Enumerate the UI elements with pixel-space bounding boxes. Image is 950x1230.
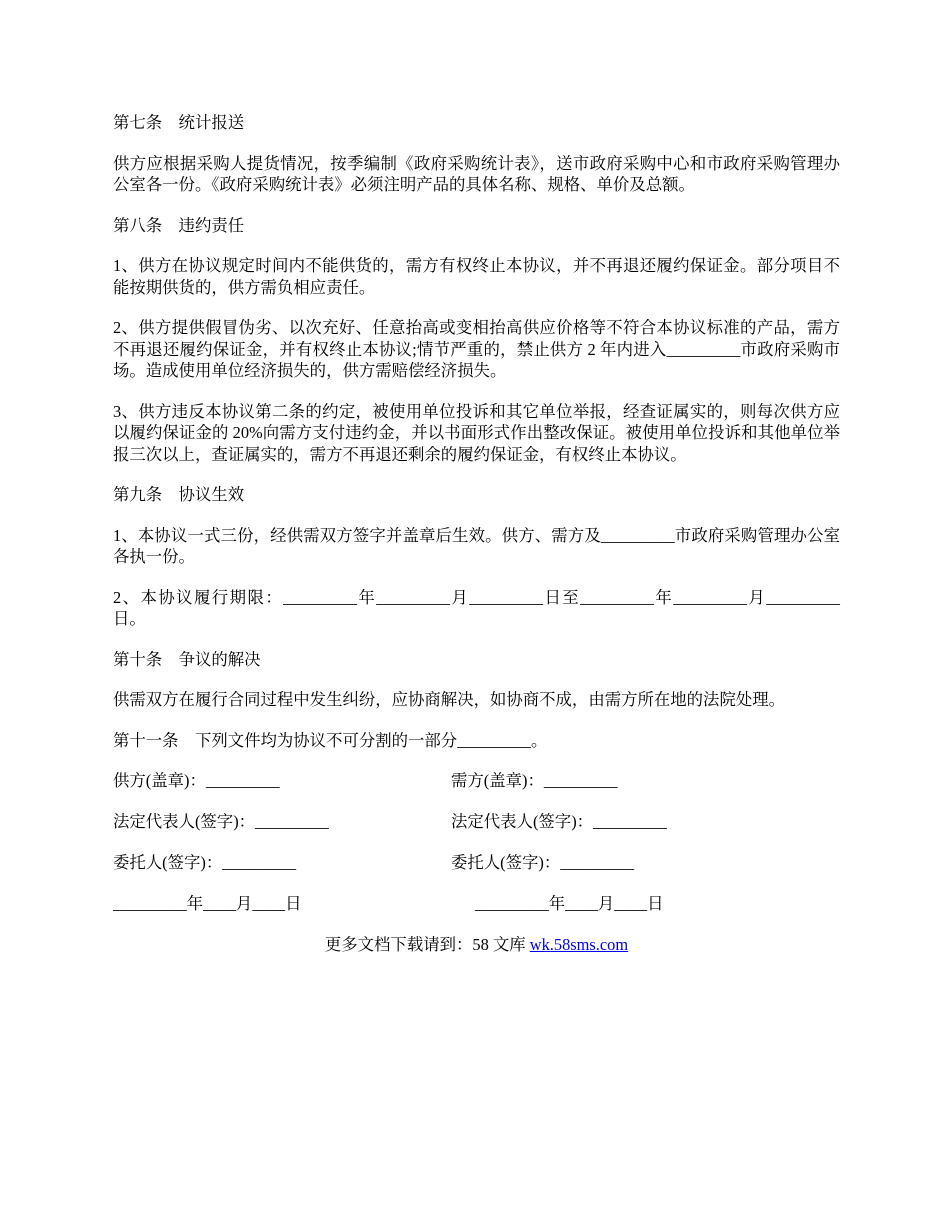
supplier-representative-line: 法定代表人(签字)：_________ [113,812,329,831]
buyer-agent-line: 委托人(签字)：_________ [451,853,635,872]
supplier-seal-line: 供方(盖章)：_________ [113,771,280,790]
article8-heading: 第八条 违约责任 [113,215,245,235]
signature-row-date [113,893,840,915]
footer-download-note [113,934,840,956]
buyer-seal-line: 需方(盖章)：_________ [451,771,618,790]
article8-paragraph-1: 1、供方在协议规定时间内不能供货的，需方有权终止本协议，并不再退还履约保证金。部分项目不能按期供货的，供方需负相应责任。 [113,256,840,297]
buyer-date-line: _________年____月____日 [475,894,664,913]
supplier-agent-line: 委托人(签字)：_________ [113,853,297,872]
supplier-date-line: _________年____月____日 [113,894,302,913]
document-page [113,112,840,956]
article7-paragraph: 供方应根据采购人提货情况，按季编制《政府采购统计表》，送市政府采购中心和市政府采购管理办公室各一份。《政府采购统计表》必须注明产品的具体名称、规格、单价及总额。 [113,153,840,194]
footer-link[interactable]: wk.58sms.com [529,935,629,954]
article8-paragraph-2: 2、供方提供假冒伪劣、以次充好、任意抬高或变相抬高供应价格等不符合本协议标准的产品，需方不再退还履约保证金，并有权终止本协议;情节严重的，禁止供方 2 年内进入_________市政府采购市场。造成使用单位经济损失的，供方需赔偿经济损失。 [113,318,840,380]
signature-row-representative [113,811,840,833]
signature-row-agent [113,852,840,874]
article9-paragraph-1: 1、本协议一式三份，经供需双方签字并盖章后生效。供方、需方及_________市政府采购管理办公室各执一份。 [113,525,840,566]
article10-paragraph: 供需双方在履行合同过程中发生纠纷，应协商解决，如协商不成，由需方所在地的法院处理。 [113,690,786,709]
article9-heading: 第九条 协议生效 [113,485,245,504]
buyer-representative-line: 法定代表人(签字)：_________ [451,812,667,831]
article9-paragraph-2: 2、本协议履行期限：_________年_________月_________日至_________年_________月_________日。 [113,587,840,628]
article11-heading: 第十一条 下列文件均为协议不可分割的一部分_________。 [113,730,548,750]
footer-prefix: 更多文档下载请到：58 文库 [324,935,530,954]
article7-heading: 第七条 统计报送 [113,113,245,132]
article8-paragraph-3: 3、供方违反本协议第二条的约定，被使用单位投诉和其它单位举报，经查证属实的，则每次供方应以履约保证金的 20%向需方支付违约金，并以书面形式作出整改保证。被使用单位投诉和其他单位举报三次以上，查证属实的，需方不再退还剩余的履约保证金，有权终止本协议。 [113,401,840,464]
article10-heading: 第十条 争议的解决 [113,649,261,669]
signature-row-seal [113,770,840,792]
